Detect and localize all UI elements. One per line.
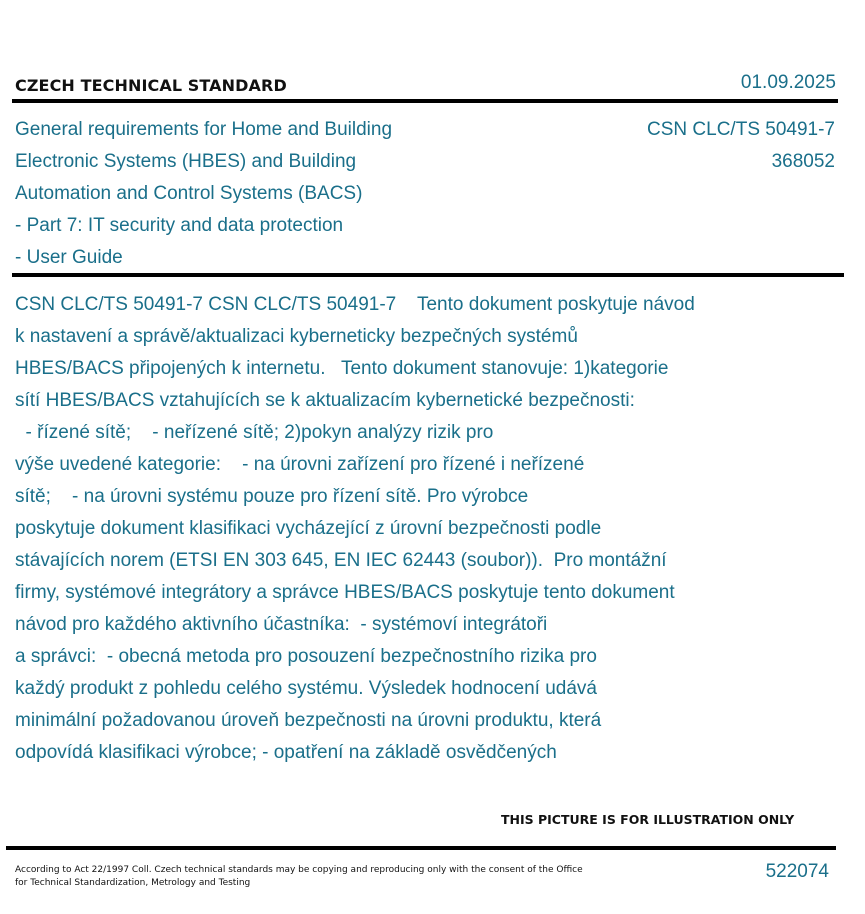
abstract-text (15, 289, 695, 769)
copyright-line: for Technical Standardization, Metrology and Testing (15, 878, 251, 888)
abstract-line: poskytuje dokument klasifikaci vycházející z úrovní bezpečnosti podle (15, 518, 602, 539)
abstract-line: CSN CLC/TS 50491-7 CSN CLC/TS 50491-7 Tento dokument poskytuje návod (15, 294, 695, 315)
document-type-label: CZECH TECHNICAL STANDARD (15, 76, 287, 95)
abstract-line: sítí HBES/BACS vztahujících se k aktualizacím kybernetické bezpečnosti: (15, 390, 635, 411)
title-line: Electronic Systems (HBES) and Building (15, 151, 357, 172)
footer-divider (6, 846, 836, 850)
abstract-line: výše uvedené kategorie: - na úrovni zařízení pro řízené i neřízené (15, 454, 585, 475)
abstract-line: a správci: - obecná metoda pro posouzení bezpečnostního rizika pro (15, 646, 597, 667)
standard-identifiers (647, 114, 835, 178)
abstract-line: k nastavení a správě/aktualizaci kyberneticky bezpečných systémů (15, 326, 578, 347)
publication-date: 01.09.2025 (740, 72, 836, 93)
illustration-disclaimer: THIS PICTURE IS FOR ILLUSTRATION ONLY (501, 812, 795, 827)
standard-number: CSN CLC/TS 50491-7 (647, 119, 835, 140)
title-line: - Part 7: IT security and data protection (15, 215, 344, 236)
standard-title (15, 114, 495, 274)
abstract-line: odpovídá klasifikaci výrobce; - opatření na základě osvědčených (15, 742, 557, 763)
header-divider (12, 99, 838, 103)
title-line: Automation and Control Systems (BACS) (15, 183, 363, 204)
copyright-notice (15, 864, 583, 890)
abstract-line: - řízené sítě; - neřízené sítě; 2)pokyn analýzy rizik pro (15, 422, 494, 443)
abstract-line: minimální požadovanou úroveň bezpečnosti na úrovni produktu, která (15, 710, 602, 731)
title-line: - User Guide (15, 247, 123, 268)
title-divider (12, 273, 844, 277)
abstract-line: HBES/BACS připojených k internetu. Tento dokument stanovuje: 1)kategorie (15, 358, 669, 379)
abstract-line: každý produkt z pohledu celého systému. Výsledek hodnocení udává (15, 678, 597, 699)
abstract-line: stávajících norem (ETSI EN 303 645, EN IEC 62443 (soubor)). Pro montážní (15, 550, 667, 571)
abstract-line: sítě; - na úrovni systému pouze pro řízení sítě. Pro výrobce (15, 486, 529, 507)
catalog-code: 522074 (765, 861, 829, 882)
abstract-line: návod pro každého aktivního účastníka: - systémoví integrátoři (15, 614, 548, 635)
abstract-line: firmy, systémové integrátory a správce HBES/BACS poskytuje tento dokument (15, 582, 675, 603)
title-line: General requirements for Home and Building (15, 119, 393, 140)
classification-code: 368052 (771, 151, 835, 172)
copyright-line: According to Act 22/1997 Coll. Czech technical standards may be copying and reproducing only with the consent of the Office (15, 865, 583, 875)
